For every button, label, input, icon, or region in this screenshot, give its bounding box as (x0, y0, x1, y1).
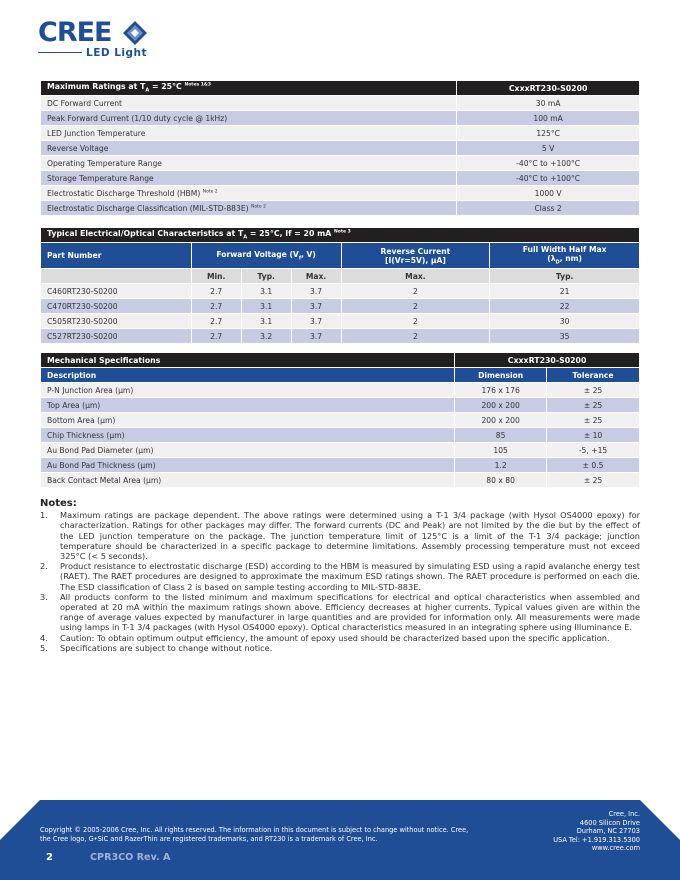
cell-description: Top Area (µm) (41, 398, 455, 413)
mechanical-header (41, 353, 640, 368)
footer-copyright: Copyright © 2005-2006 Cree, Inc. All rights reserved. The information in this document is subject to change without notice. Cree, the Cree logo, G•SiC and RazerThin are registered trademarks, and RT230 is a trademark of Cree, Inc. (40, 826, 469, 843)
note-item (40, 643, 640, 653)
table-row (41, 171, 640, 186)
typical-table (40, 227, 640, 344)
mechanical-table (40, 352, 640, 488)
footer-address: Cree, Inc. 4600 Silicon Drive Durham, NC 27703 USA Tel: +1.919.313.5300 www.cree.com (553, 810, 640, 853)
sub-typ: Typ. (241, 269, 291, 284)
table-row (41, 96, 640, 111)
cell-typ: 3.1 (241, 284, 291, 299)
table-row (41, 383, 640, 398)
max-ratings-col-header: CxxxRT230-S0200 (457, 81, 640, 96)
notes-section (40, 499, 640, 653)
col-fwhm: Full Width Half Max ($\lambda_D$, nm) (490, 243, 640, 269)
document-id: CPR3CO Rev. A (90, 852, 171, 863)
cell-tolerance: ± 0.5 (547, 458, 640, 473)
cree-logo (38, 18, 153, 62)
table-row (41, 413, 640, 428)
note-text: Maximum ratings are package dependent. The above ratings were determined using a T-1 3/4 package (with Hysol OS4000 epoxy) for characterization. Ratings for other packages may differ. The forward currents (DC and Peak) are not limited by the die but by the effect of the LED junction temperature on the package. The junction temperature limit of 125°C is a limit of the T-1 3/4 package; junction temperature should be characterized in a specific package to determine limitations. Assembly processing temperature must not exceed 325°C (< 5 seconds). (60, 510, 640, 562)
cell-tolerance: ± 25 (547, 413, 640, 428)
cell-description: Au Bond Pad Thickness (µm) (41, 458, 455, 473)
table-row (41, 141, 640, 156)
table-row (41, 398, 640, 413)
rating-label: Electrostatic Discharge Classification (MIL-STD-883E) $^{Note 2}$ (41, 201, 457, 216)
note-text: All products conform to the listed minimum and maximum specifications for electrical and optical characteristics when assembled and operated at 20 mA within the maximum ratings shown above. Efficiency decreases at higher currents. Typical values given are within the range of average values expected by manufacturer in large quantities and are provided for information only. All measurements were made using lamps in T-1 3/4 packages (with Hysol OS4000 epoxy). Optical characteristics measured in an integrating sphere using Illuminance E. (60, 591, 640, 633)
cell-dimension: 200 x 200 (455, 413, 547, 428)
notes-title: Notes: (40, 498, 77, 509)
cell-dimension: 176 x 176 (455, 383, 547, 398)
cell-dimension: 1.2 (455, 458, 547, 473)
sub-rc-max: Max. (341, 269, 490, 284)
col-reverse-current: Reverse Current [I(Vr=5V), µA] (341, 243, 490, 269)
cell-typ: 3.1 (241, 299, 291, 314)
cell-rc: 2 (341, 329, 490, 344)
cell-max: 3.7 (291, 299, 341, 314)
typical-header (41, 228, 640, 243)
note-number: 4. (40, 632, 48, 643)
max-ratings-title: Maximum Ratings at $T_A = 25^\circ C$ $^{Notes 1\&3}$ (41, 81, 457, 96)
cell-part: C470RT230-S0200 (41, 299, 192, 314)
cell-max: 3.7 (291, 314, 341, 329)
note-number: 2. (40, 561, 48, 572)
note-number: 3. (40, 591, 48, 602)
sub-blank (41, 269, 192, 284)
page-number: 2 (46, 852, 53, 863)
rating-label: Reverse Voltage (41, 141, 457, 156)
cell-part: C460RT230-S0200 (41, 284, 192, 299)
col-forward-voltage: Forward Voltage ($V_f$, V) (191, 243, 341, 269)
cell-dimension: 200 x 200 (455, 398, 547, 413)
cell-description: Bottom Area (µm) (41, 413, 455, 428)
rating-value: -40°C to +100°C (457, 156, 640, 171)
sub-fw-typ: Typ. (490, 269, 640, 284)
cell-rc: 2 (341, 314, 490, 329)
typical-col-headers (41, 243, 640, 269)
cell-description: Back Contact Metal Area (µm) (41, 473, 455, 488)
rating-value: 1000 V (457, 186, 640, 201)
cell-typ: 3.1 (241, 314, 291, 329)
col-description: Description (41, 368, 455, 383)
table-row (41, 314, 640, 329)
cell-part: C505RT230-S0200 (41, 314, 192, 329)
cell-min: 2.7 (191, 284, 241, 299)
note-item (40, 633, 640, 643)
max-ratings-header (41, 81, 640, 96)
cell-typ: 3.2 (241, 329, 291, 344)
footer-corner-left (0, 800, 40, 840)
table-row (41, 186, 640, 201)
table-row (41, 329, 640, 344)
cell-min: 2.7 (191, 314, 241, 329)
table-row (41, 201, 640, 216)
rating-value: 30 mA (457, 96, 640, 111)
cell-tolerance: -5, +15 (547, 443, 640, 458)
rating-label: DC Forward Current (41, 96, 457, 111)
cell-part: C527RT230-S0200 (41, 329, 192, 344)
logo-rule (38, 52, 82, 53)
mechanical-col-headers (41, 368, 640, 383)
mechanical-col-header: CxxxRT230-S0200 (455, 353, 640, 368)
sub-max: Max. (291, 269, 341, 284)
rating-label: Peak Forward Current (1/10 duty cycle @ 1kHz) (41, 111, 457, 126)
typical-sub-headers (41, 269, 640, 284)
note-number: 5. (40, 642, 48, 653)
cell-dimension: 85 (455, 428, 547, 443)
cell-min: 2.7 (191, 299, 241, 314)
cell-tolerance: ± 10 (547, 428, 640, 443)
logo-tagline: LED Light (86, 47, 148, 59)
rating-label: LED Junction Temperature (41, 126, 457, 141)
cell-dimension: 80 x 80 (455, 473, 547, 488)
col-tolerance: Tolerance (547, 368, 640, 383)
sub-min: Min. (191, 269, 241, 284)
table-row (41, 299, 640, 314)
rating-label: Electrostatic Discharge Threshold (HBM) $^{Note 2}$ (41, 186, 457, 201)
cell-tolerance: ± 25 (547, 473, 640, 488)
cell-max: 3.7 (291, 329, 341, 344)
note-text: Caution: To obtain optimum output efficiency, the amount of epoxy used should be characterized based upon the specific application. (60, 632, 610, 643)
note-number: 1. (40, 510, 48, 521)
note-text: Product resistance to electrostatic discharge (ESD) according to the HBM is measured by simulating ESD using a rapid avalanche energy test (RAET). The RAET procedures are designed to approximate the maximum ESD ratings shown. The RAET procedure is performed on each die. The ESD classification of Class 2 is based on sample testing according to MIL-STD-883E. (60, 561, 640, 592)
cell-rc: 2 (341, 299, 490, 314)
cell-description: Chip Thickness (µm) (41, 428, 455, 443)
table-row (41, 284, 640, 299)
logo-diamond-icon (122, 20, 148, 46)
col-part-number: Part Number (41, 243, 192, 269)
note-item (40, 592, 640, 633)
rating-label: Storage Temperature Range (41, 171, 457, 186)
rating-value: Class 2 (457, 201, 640, 216)
cell-fw: 35 (490, 329, 640, 344)
rating-value: 5 V (457, 141, 640, 156)
footer (0, 800, 680, 880)
table-row (41, 473, 640, 488)
cell-tolerance: ± 25 (547, 383, 640, 398)
note-item (40, 510, 640, 561)
note-text: Specifications are subject to change without notice. (60, 642, 273, 653)
table-row (41, 428, 640, 443)
logo-brand: CREE (38, 17, 112, 48)
typical-title: Typical Electrical/Optical Characteristics at $T_A = 25^\circ C$, If = 20 mA $^{Note 3}$ (41, 228, 640, 243)
cell-min: 2.7 (191, 329, 241, 344)
cell-tolerance: ± 25 (547, 398, 640, 413)
table-row (41, 458, 640, 473)
cell-description: P-N Junction Area (µm) (41, 383, 455, 398)
rating-value: 125°C (457, 126, 640, 141)
cell-rc: 2 (341, 284, 490, 299)
rating-value: -40°C to +100°C (457, 171, 640, 186)
table-row (41, 443, 640, 458)
table-row (41, 156, 640, 171)
table-row (41, 111, 640, 126)
cell-fw: 21 (490, 284, 640, 299)
mechanical-title: Mechanical Specifications (41, 353, 455, 368)
note-item (40, 561, 640, 592)
max-ratings-table (40, 80, 640, 216)
cell-max: 3.7 (291, 284, 341, 299)
table-row (41, 126, 640, 141)
cell-description: Au Bond Pad Diameter (µm) (41, 443, 455, 458)
rating-value: 100 mA (457, 111, 640, 126)
cell-dimension: 105 (455, 443, 547, 458)
cell-fw: 22 (490, 299, 640, 314)
cell-fw: 30 (490, 314, 640, 329)
rating-label: Operating Temperature Range (41, 156, 457, 171)
footer-corner-right (640, 800, 680, 840)
col-dimension: Dimension (455, 368, 547, 383)
